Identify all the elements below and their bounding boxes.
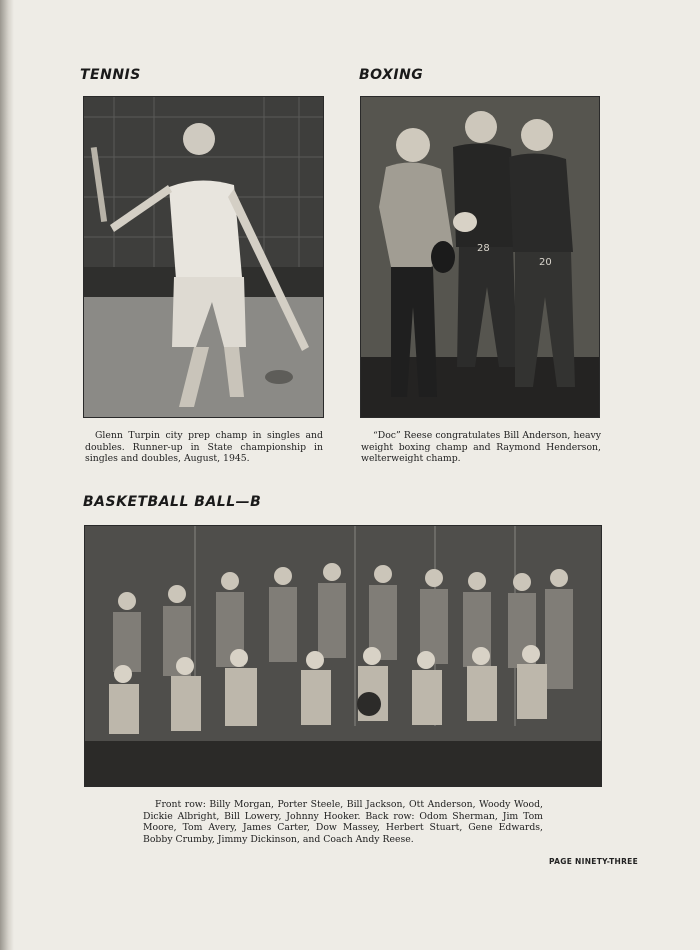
boxing-caption: “Doc” Reese congratulates Bill Anderson, heavy weight boxing champ and Raymond Henderson, welterweight champ. <box>361 430 601 464</box>
boxing-heading: BOXING <box>359 67 424 83</box>
basketball-heading: BASKETBALL BALL—B <box>83 494 262 510</box>
svg-text:20: 20 <box>539 257 552 268</box>
basketball-team-photo <box>84 525 602 787</box>
tennis-caption: Glenn Turpin city prep champ in singles and doubles. Runner-up in State championship in singles and doubles, August, 1945. <box>85 430 323 464</box>
page-binding-shadow <box>0 0 14 950</box>
basketball-caption: Front row: Billy Morgan, Porter Steele, Bill Jackson, Ott Anderson, Woody Wood, Dickie Albright, Bill Lowery, Johnny Hooker. Back row: Odom Sherman, Jim Tom Moore, Tom Avery, James Carter, Dow Massey, Herbert Stuart, Gene Edwards, Bobby Crumby, Jimmy Dickinson, and Coach Andy Reese. <box>143 799 543 845</box>
svg-text:28: 28 <box>477 243 490 254</box>
page-number: PAGE NINETY-THREE <box>549 857 638 866</box>
boxing-photo <box>360 96 600 418</box>
tennis-heading: TENNIS <box>80 67 141 83</box>
tennis-photo <box>83 96 324 418</box>
